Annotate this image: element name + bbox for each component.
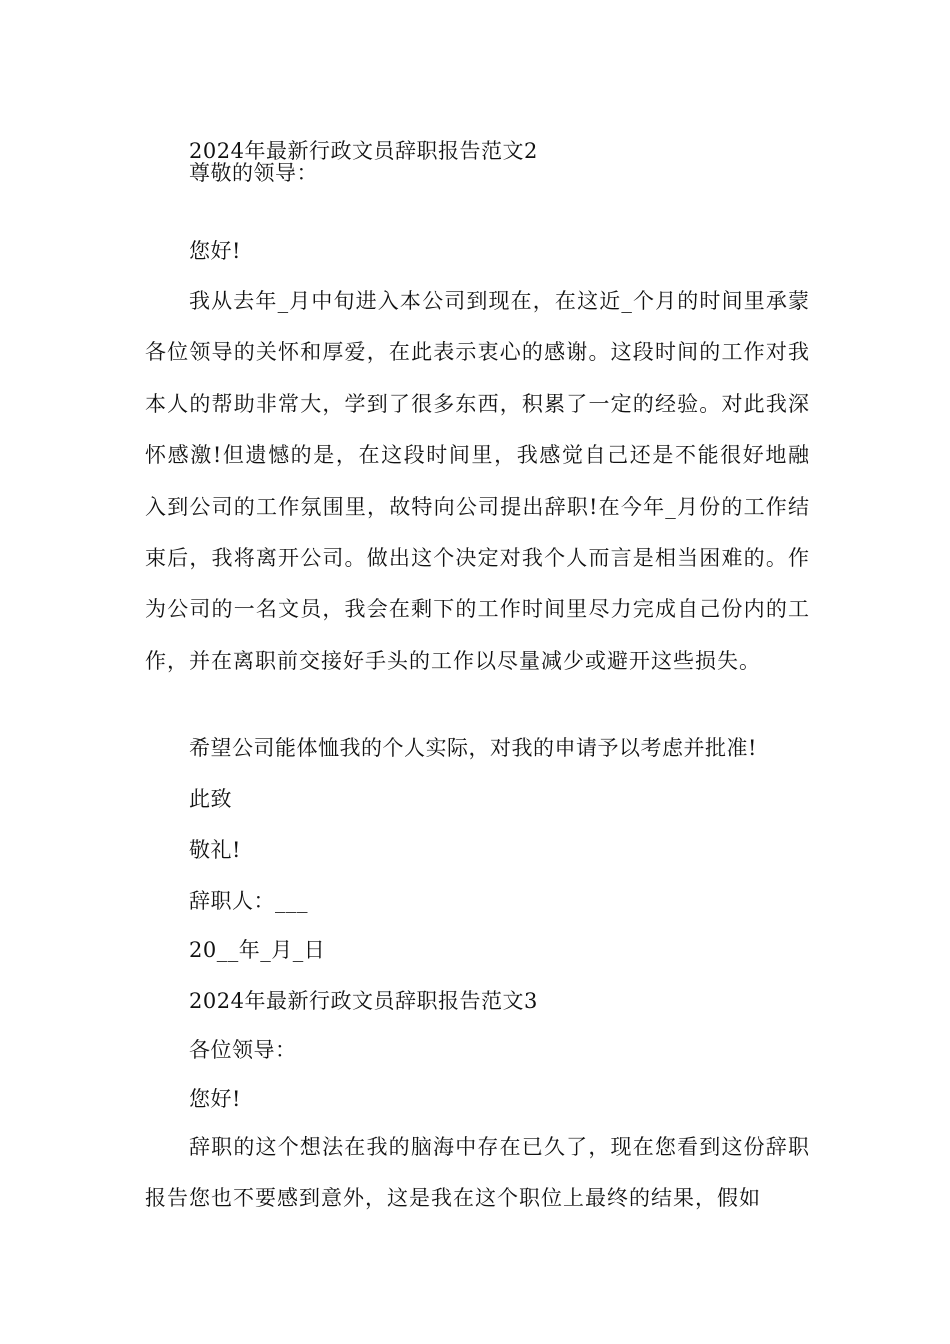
section-2-body-paragraph: 我从去年_月中旬进入本公司到现在，在这近_个月的时间里承蒙各位领导的关怀和厚爱，在此表示衷心的感谢。这段时间的工作对我本人的帮助非常大，学到了很多东西，积累了一定的经验。对此我深怀感激!但遗憾的是，在这段时间里，我感觉自己还是不能很好地融入到公司的工作氛围里，故特向公司提出辞职!在今年_月份的工作结束后，我将离开公司。做出这个决定对我个人而言是相当困难的。作为公司的一名文员，我会在剩下的工作时间里尽力完成自己份内的工作，并在离职前交接好手头的工作以尽量减少或避开这些损失。 (145, 289, 810, 673)
section-2-title: 2024年最新行政文员辞职报告范文2 (189, 139, 538, 163)
section-3-title: 2024年最新行政文员辞职报告范文3 (189, 989, 538, 1013)
section-2-salutation: 尊敬的领导： (189, 161, 318, 185)
section-2-closing-jingli: 敬礼! (189, 838, 241, 862)
section-2-request: 希望公司能体恤我的个人实际，对我的申请予以考虑并批准! (189, 736, 757, 760)
section-3-greeting: 您好! (189, 1087, 241, 1111)
section-2-signer: 辞职人：___ (189, 889, 308, 913)
section-3-salutation: 各位领导： (189, 1038, 297, 1062)
section-2-greeting: 您好! (189, 239, 241, 263)
section-2-closing-cizhi: 此致 (189, 787, 232, 811)
section-2-date: 20__年_月_日 (189, 938, 326, 962)
section-3-body-paragraph: 辞职的这个想法在我的脑海中存在已久了，现在您看到这份辞职报告您也不要感到意外，这是我在这个职位上最终的结果，假如 (145, 1135, 810, 1211)
